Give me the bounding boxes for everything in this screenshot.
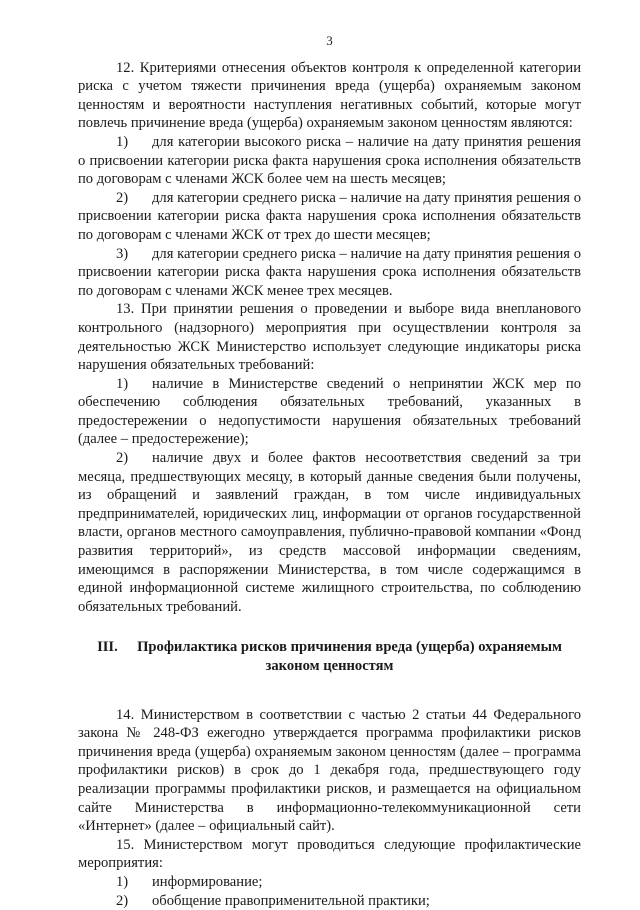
item-text: наличие в Министерстве сведений о непринятии ЖСК мер по обеспечению соблюдения обязательных требований, указанных в предостережении о недопустимости нарушения обязательных требований (далее – предостережение);	[78, 375, 581, 448]
paragraph-12-item-3	[78, 245, 581, 301]
item-text: для категории среднего риска – наличие на дату принятия решения о присвоении категории риска факта нарушения срока исполнения обязательств по договорам с членами ЖСК менее трех месяцев.	[78, 245, 581, 299]
section-number: III.	[97, 639, 118, 656]
item-number: 2)	[116, 189, 129, 206]
paragraph-13-item-1	[78, 375, 581, 449]
item-number: 2)	[116, 450, 129, 467]
item-text: наличие двух и более фактов несоответствия сведений за три месяца, предшествующих месяцу, в который данные сведения были получены, из обращений и заявлений граждан, в том числе индивидуальных предпринимателей, юридических лиц, информации от органов государственной власти, органов местного самоуправления, публично-правовой компании «Фонд развития территорий», из средств массовой информации сведениям, имеющимся в распоряжении Министерства, в том числе содержащимся в единой информационной системе жилищного строительства, по соблюдению обязательных требований.	[78, 450, 581, 615]
item-number: 1)	[116, 375, 129, 392]
paragraph-15-item-2	[78, 892, 581, 910]
paragraph-14: 14. Министерством в соответствии с частью 2 статьи 44 Федерального закона № 248-ФЗ ежегодно утверждается программа профилактики рисков причинения вреда (ущерба) охраняемым законом ценностям (далее – программа профилактики рисков) в срок до 1 декабря года, предшествующего году реализации программы профилактики рисков, и размещается на официальном сайте Министерства в информационно-телекоммуникационной сети «Интернет» (далее – официальный сайт).	[78, 706, 581, 835]
item-text: информирование;	[152, 873, 263, 890]
item-number: 2)	[116, 892, 129, 909]
paragraph-13: 13. При принятии решения о проведении и выборе вида внепланового контрольного (надзорного) мероприятия при осуществлении контроля за деятельностью ЖСК Министерство использует следующие индикаторы риска нарушения обязательных требований:	[78, 301, 581, 374]
paragraph-15-item-1	[78, 873, 581, 892]
document-page	[78, 32, 581, 910]
paragraph-12-item-2	[78, 189, 581, 245]
section-heading	[78, 638, 581, 675]
item-text: для категории среднего риска – наличие на дату принятия решения о присвоении категории риска факта нарушения срока исполнения обязательств по договорам с членами ЖСК от трех до шести месяцев;	[78, 189, 581, 243]
item-text: обобщение правоприменительной практики;	[152, 892, 430, 909]
paragraph-12-item-1	[78, 133, 581, 189]
item-text: для категории высокого риска – наличие на дату принятия решения о присвоении категории риска факта нарушения срока исполнения обязательств по договорам с членами ЖСК более чем на шесть месяцев;	[78, 133, 581, 188]
item-number: 3)	[116, 245, 129, 262]
item-number: 1)	[116, 133, 129, 150]
paragraph-15: 15. Министерством могут проводиться следующие профилактические мероприятия:	[78, 836, 581, 872]
page-number: 3	[326, 33, 333, 48]
section-title: Профилактика рисков причинения вреда (ущерба) охраняемым законом ценностям	[137, 639, 562, 674]
paragraph-12: 12. Критериями отнесения объектов контроля к определенной категории риска с учетом тяжести причинения вреда (ущерба) охраняемым законом ценностям и вероятности наступления негативных событий, которые могут повлечь причинение вреда (ущерба) охраняемым законом ценностям являются:	[78, 59, 581, 132]
paragraph-13-item-2	[78, 449, 581, 616]
item-number: 1)	[116, 873, 129, 890]
